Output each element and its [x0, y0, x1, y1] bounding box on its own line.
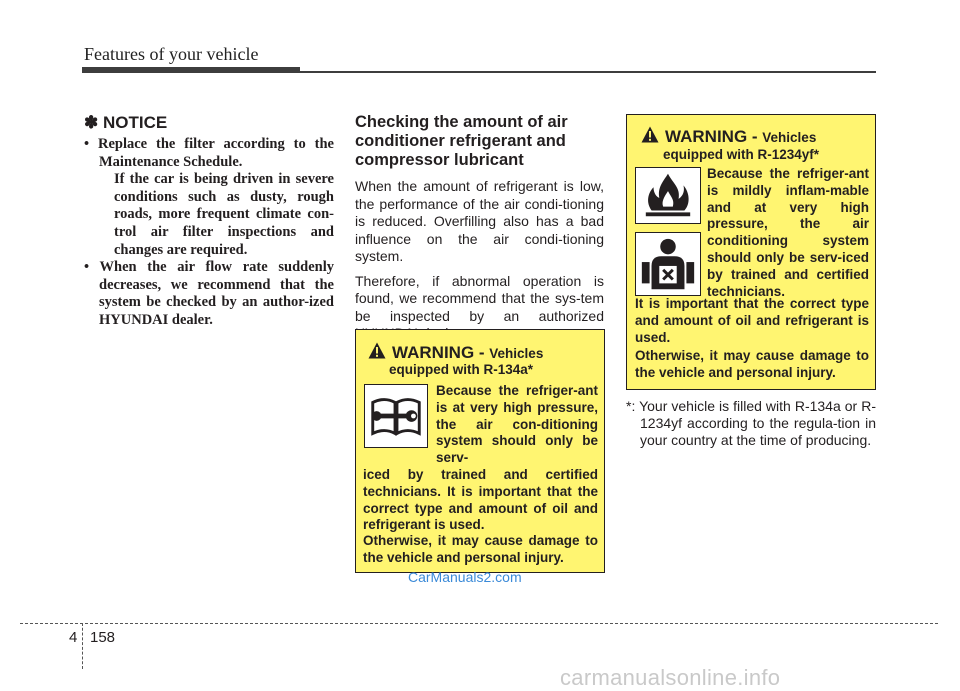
section-heading: Checking the amount of air conditioner refrigerant and compressor lubricant [355, 113, 568, 169]
warning-header [641, 126, 816, 147]
notice-item-text: If the car is being driven in severe conditions such as dusty, rough roads, more frequent climate con-trol air filter inspections and changes are required. [114, 171, 334, 258]
flammable-icon [635, 167, 701, 224]
warning-text-full: It is important that the correct type and amount of oil and refrigerant is used. [635, 296, 869, 345]
notice-item-text: • Replace the filter according to the Maintenance Schedule. [84, 136, 334, 170]
warning-text-end: Otherwise, it may cause damage to the vehicle and personal injury. [635, 348, 869, 380]
notice-item-text: • When the air flow rate suddenly decreases, we recommend that the system be checked by an author-ized HYUNDAI dealer. [84, 259, 334, 328]
header-bar [82, 67, 300, 73]
header-rule [300, 71, 876, 73]
warning-text-full: iced by trained and certified technicians. It is important that the correct type and amount of oil and refrigerant is used. [363, 467, 598, 533]
watermark-link[interactable]: CarManuals2.com [408, 569, 522, 585]
notice-item [84, 136, 334, 259]
warning-text-right: Because the refriger-ant is mildly inflam-mable and at very high pressure, the air conditioning system should only be serv-iced by trained and certified technicians. [707, 166, 869, 299]
notice-list [84, 136, 334, 330]
page-header-title: Features of your vehicle [84, 44, 259, 64]
warning-subtitle-line2: equipped with R-1234yf* [663, 147, 820, 162]
notice-title: ✽ NOTICE [84, 113, 168, 132]
chapter-number: 4 [69, 629, 78, 646]
warning-box-r1234yf [626, 114, 876, 390]
footer-divider [82, 623, 83, 669]
notice-item [84, 259, 334, 329]
footer-rule [20, 623, 938, 624]
warning-subtitle-line2: equipped with R-134a* [389, 362, 534, 377]
warning-header [368, 342, 543, 363]
warning-subtitle: Vehicles [489, 346, 544, 361]
warning-triangle-icon [368, 342, 386, 359]
refrigerant-footnote: *: Your vehicle is filled with R-134a or R-1234yf according to the regula-tion in your country at the time of producing. [626, 398, 876, 448]
technician-icon [635, 232, 701, 296]
manual-wrench-icon [364, 384, 428, 448]
section-paragraph: Therefore, if abnormal operation is found, we recommend that the sys-tem be inspected by an authorized [355, 272, 604, 324]
warning-text-right: Because the refriger-ant is at very high pressure, the air con-ditioning system should only be serv- [436, 383, 598, 466]
warning-subtitle: Vehicles [762, 130, 817, 145]
refrigerant-section [355, 113, 604, 350]
page-number: 158 [90, 629, 116, 646]
warning-triangle-icon [641, 126, 659, 143]
warning-label: WARNING - [665, 127, 763, 146]
site-footer-link[interactable]: carmanualsonline.info [560, 665, 781, 690]
warning-text-end: Otherwise, it may cause damage to the vehicle and personal injury. [363, 533, 598, 565]
section-paragraph: When the amount of refrigerant is low, the performance of the air condi-tioning is reduced. Overfilling also has a bad influence on the air condi-tioning system. [355, 178, 604, 264]
notice-block [84, 113, 334, 330]
warning-label: WARNING - [392, 343, 490, 362]
warning-box-r134a [355, 329, 605, 573]
